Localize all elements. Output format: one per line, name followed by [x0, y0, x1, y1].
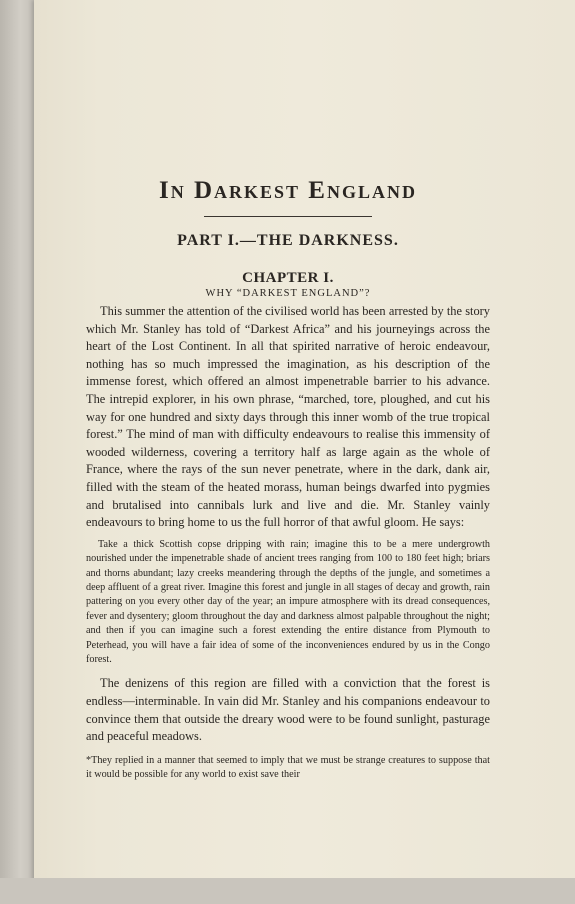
book-edge	[0, 0, 34, 904]
footnote-text: *They replied in a manner that seemed to imply that we must be strange creatures to suppose that it would be possible for any world to exist save their	[86, 754, 490, 781]
body-paragraph-2: The denizens of this region are filled with a conviction that the forest is endless—interminable. In vain did Mr. Stanley and his companions endeavour to convince them that outside the dreary wood were to be found sunlight, pasturage and peaceful meadows.	[86, 676, 490, 744]
title-rule	[204, 216, 372, 217]
book-title: In Darkest England	[159, 177, 417, 204]
page-text	[86, 176, 490, 783]
body-paragraph-1: This summer the attention of the civilised world has been arrested by the story which Mr. Stanley has told of “Darkest Africa” and his journeyings across the heart of the Lost Continent. In all that spirited narrative of heroic endeavour, nothing has so much impressed the imagination, as his description of the immense forest, which offered an almost impenetrable barrier to his advance. The intrepid explorer, in his own phrase, “marched, tore, ploughed, and cut his way for one hundred and sixty days through this inner womb of the true tropical forest.” The mind of man with difficulty endeavours to realise this immensity of wooded wilderness, covering a territory half as large again as the whole of France, where the rays of the sun never penetrate, where in the dark, dank air, filled with the steam of the heated morass, human beings dwarfed into pygmies and brutalised into cannibals lurk and live and die. Mr. Stanley vainly endeavours to bring home to us the full horror of that awful gloom. He says:	[86, 304, 490, 530]
chapter-title: CHAPTER I.	[242, 270, 334, 286]
part-title: PART I.—THE DARKNESS.	[177, 232, 399, 249]
table-surface	[0, 878, 575, 904]
chapter-subtitle: WHY “DARKEST ENGLAND”?	[205, 288, 371, 299]
block-quote: Take a thick Scottish copse dripping with rain; imagine this to be a mere undergrowth nourished under the impenetrable shade of ancient trees ranging from 100 to 180 feet high; briars and thorns abundant; lazy creeks meandering through the depths of the jungle, and sometimes a deep affluent of a great river. Imagine this forest and jungle in all stages of decay and growth, rain pattering on you every other day of the year; an impure atmosphere with its dread consequences, fever and dysentery; gloom throughout the day and darkness almost palpable throughout the night; and then if you can imagine such a forest extending the entire distance from Plymouth to Peterhead, you will have a fair idea of some of the inconveniences endured by us in the Congo forest.	[86, 538, 490, 665]
